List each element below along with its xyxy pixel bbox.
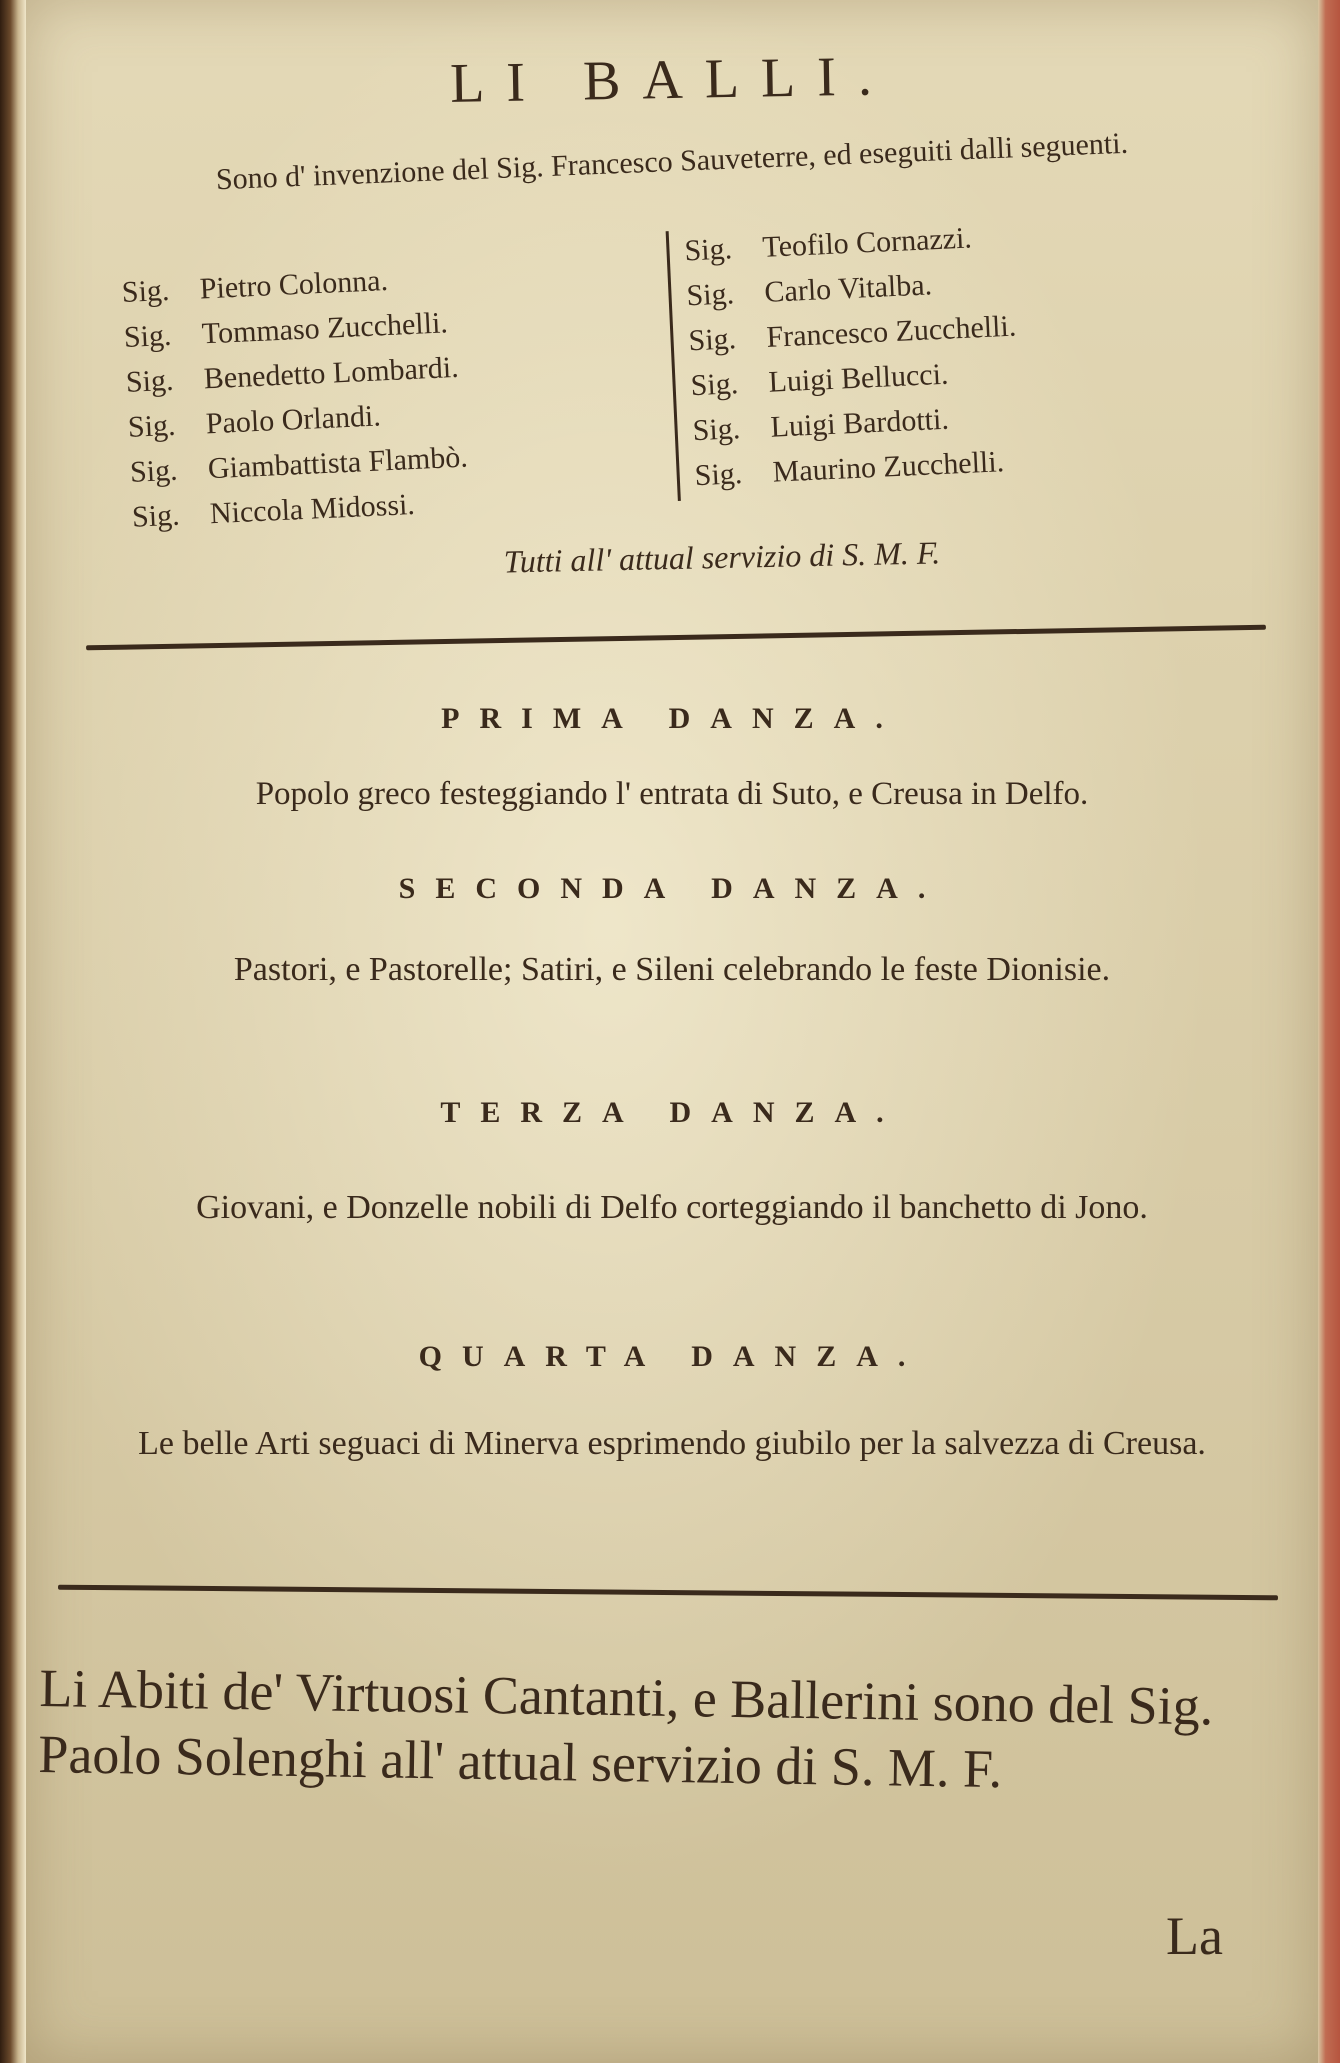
dance-heading: SECONDA DANZA. (398, 872, 946, 905)
page-title: LI BALLI. (449, 45, 895, 115)
costume-credit: Li Abiti de' Virtuosi Cantanti, e Ballerini sono del Sig. Paolo Solenghi all' attual servizio di S. M. F. (37, 1657, 1214, 1800)
cast-name: Maurino Zucchelli. (771, 445, 1005, 489)
catchword: La (1166, 1906, 1223, 1966)
cast-prefix: Sig. (691, 412, 741, 448)
cast-prefix: Sig. (121, 273, 171, 310)
cast-name: Paolo Orlandi. (205, 399, 382, 441)
cast-name: Pietro Colonna. (199, 263, 389, 306)
book-binding-left (0, 0, 26, 2063)
cast-prefix: Sig. (683, 232, 733, 268)
cast-prefix: Sig. (694, 457, 743, 493)
cast-prefix: Sig. (689, 367, 739, 403)
horizontal-rule (58, 1585, 1278, 1601)
cast-name: Tommaso Zucchelli. (201, 306, 449, 351)
cast-name: Carlo Vitalba. (763, 268, 933, 309)
cast-column-divider (666, 231, 681, 501)
cast-name: Benedetto Lombardi. (203, 350, 460, 396)
dance-heading: QUARTA DANZA. (418, 1340, 926, 1373)
dance-description: Pastori, e Pastorelle; Satiri, e Sileni celebrando le feste Dionisie. (233, 951, 1111, 988)
cast-prefix: Sig. (129, 453, 179, 489)
intro-text: Sono d' invenzione del Sig. Francesco Sauveterre, ed eseguiti dalli seguenti. (215, 126, 1129, 197)
cast-name: Francesco Zucchelli. (765, 309, 1017, 354)
dance-heading: PRIMA DANZA. (441, 702, 903, 735)
cast-name: Giambattista Flambò. (207, 440, 469, 486)
cast-prefix: Sig. (127, 408, 177, 444)
cast-column-right (684, 214, 1024, 499)
book-page (26, 0, 1318, 2063)
cast-list (74, 210, 1236, 552)
service-note: Tutti all' attual servizio di S. M. F. (503, 534, 941, 580)
dance-description: Giovani, e Donzelle nobili di Delfo corteggiando il banchetto di Jono. (196, 1189, 1148, 1226)
dance-description: Popolo greco festeggiando l' entrata di Suto, e Creusa in Delfo. (255, 776, 1089, 812)
cast-prefix: Sig. (123, 318, 173, 354)
horizontal-rule (86, 625, 1266, 651)
cast-prefix: Sig. (685, 277, 735, 313)
cast-name: Luigi Bardotti. (769, 402, 950, 444)
cast-name: Niccola Midossi. (209, 487, 416, 531)
cast-name: Luigi Bellucci. (767, 357, 950, 399)
cast-prefix: Sig. (125, 363, 175, 399)
dance-description: Le belle Arti seguaci di Minerva esprimendo giubilo per la salvezza di Creusa. (138, 1425, 1206, 1462)
dance-heading: TERZA DANZA. (440, 1096, 904, 1129)
cast-prefix: Sig. (687, 322, 737, 358)
cast-name: Teofilo Cornazzi. (761, 221, 973, 264)
page-edge-right (1318, 0, 1340, 2063)
cast-prefix: Sig. (131, 498, 181, 534)
cast-column-left (121, 255, 471, 540)
